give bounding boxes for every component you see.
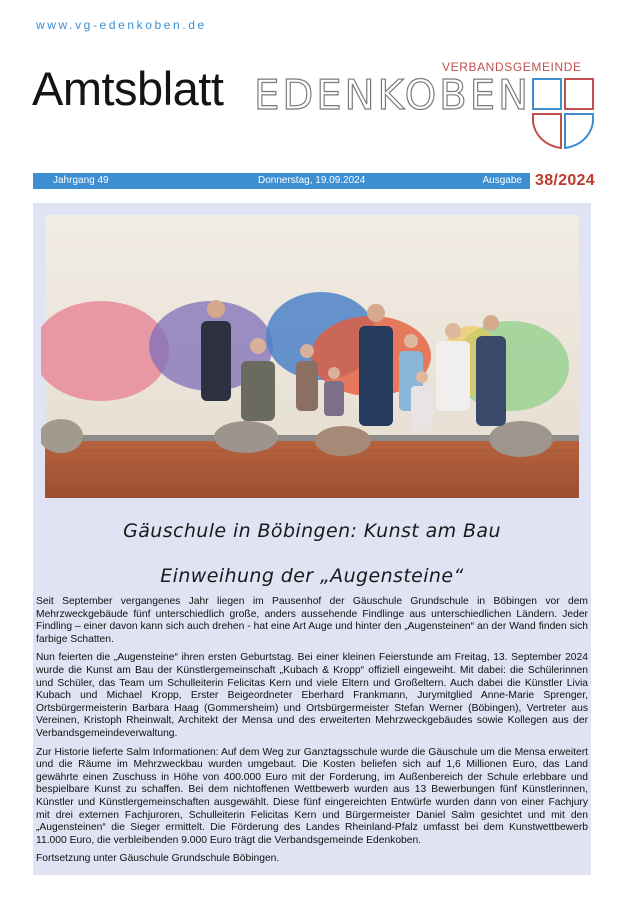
website-url[interactable]: www.vg-edenkoben.de [36, 18, 207, 32]
article-continuation: Fortsetzung unter Gäuschule Grundschule Böbingen. [36, 853, 280, 865]
issue-info-bar [33, 173, 530, 189]
article-subheadline: Einweihung der „Augensteine“ [160, 565, 464, 587]
photo-illustration [41, 211, 583, 501]
article-paragraph: Nun feierten die „Augensteine“ ihren ersten Geburtstag. Bei einer kleinen Feierstunde am Freitag, 13. September 2024 wurde die Kunst am Bau der Künstlergemeinschaft „Kubach & Kropp“ offiziell eingeweiht. Mit dabei: die Schülerinnen und Schüler, das Team um Schulleiterin Felicitas Kern und viele Eltern und Großeltern. Auch dabei die Künstler Livia Kubach und Michael Kropp, Erster Beigeordneter Eberhard Frankmann, Jurymitglied Anne-Marie Sprenger, Ortsbürgermeisterin Barbara Haag (Gommersheim) und Ortsbürgermeister Stefan Werner (Böbingen), Vertreter aus Vereinen, Kristoph Rheinwalt, Architekt der Mensa und des erweiterten Mehrzweckgebäudes sowie Kollegen aus der Verbandsgemeindeverwaltung. [36, 652, 588, 739]
issue-number: 38/2024 [535, 172, 595, 189]
issue-label: Ausgabe [482, 175, 522, 186]
coat-of-arms-logo [532, 78, 594, 150]
publication-title: Amtsblatt [32, 62, 224, 115]
brand-label-top: VERBANDSGEMEINDE [442, 60, 582, 74]
article-paragraph: Zur Historie lieferte Salm Informationen: Auf dem Weg zur Ganztagsschule wurde die Gäuschule um die Mensa erweitert und die Räume im Mehrzweckbau wurden umgebaut. Die Kosten beliefen sich auf 1,6 Millionen Euro, das Land gewährte einen Zuschuss in Höhe von 400.000 Euro mit der Forderung, im Außenbereich der Schule erlebbare und bespielbare Kunst zu schaffen. Bei dem nichtoffenen Wettbewerb wurden aus 13 Bewerbungen fünf Künstlerinnen, Künstler und Künstlergemeinschaften ausgewählt. Diese fünf eingereichten Entwürfe wurden dann von einer Fachjury mit drei externen Fachjuroren, Schulleiterin Felicitas Kern und Bürgermeister Daniel Salm gesichtet und mit den „Augensteinen“ die Sieger ermittelt. Die Förderung des Landes Rheinland-Pfalz umfasst bei dem Kunstwettbewerb 11.000 Euro, die verbleibenden 9.000 Euro trägt die Verbandsgemeinde Edenkoben. [36, 746, 588, 846]
brand-name-text: EDENKOBEN [254, 71, 532, 119]
article-photo [41, 211, 583, 501]
article-body [36, 596, 588, 872]
article-panel [33, 203, 591, 875]
volume-label: Jahrgang 49 [53, 175, 109, 186]
article-paragraph: Seit September vergangenes Jahr liegen im Pausenhof der Gäuschule Grundschule in Böbingen vor dem Mehrzweckgebäude fünf unterschiedlich große, anders aussehende Findlinge aus unterschiedlichen Ländern. Jeder Findling – einer davon kann sich auch drehen - hat eine Art Auge und hinter den „Augensteinen“ an der Wand finden sich farbige Schatten. [36, 596, 588, 645]
brand-name [254, 71, 532, 119]
article-headline: Gäuschule in Böbingen: Kunst am Bau [123, 520, 501, 542]
issue-date: Donnerstag, 19.09.2024 [258, 175, 366, 186]
